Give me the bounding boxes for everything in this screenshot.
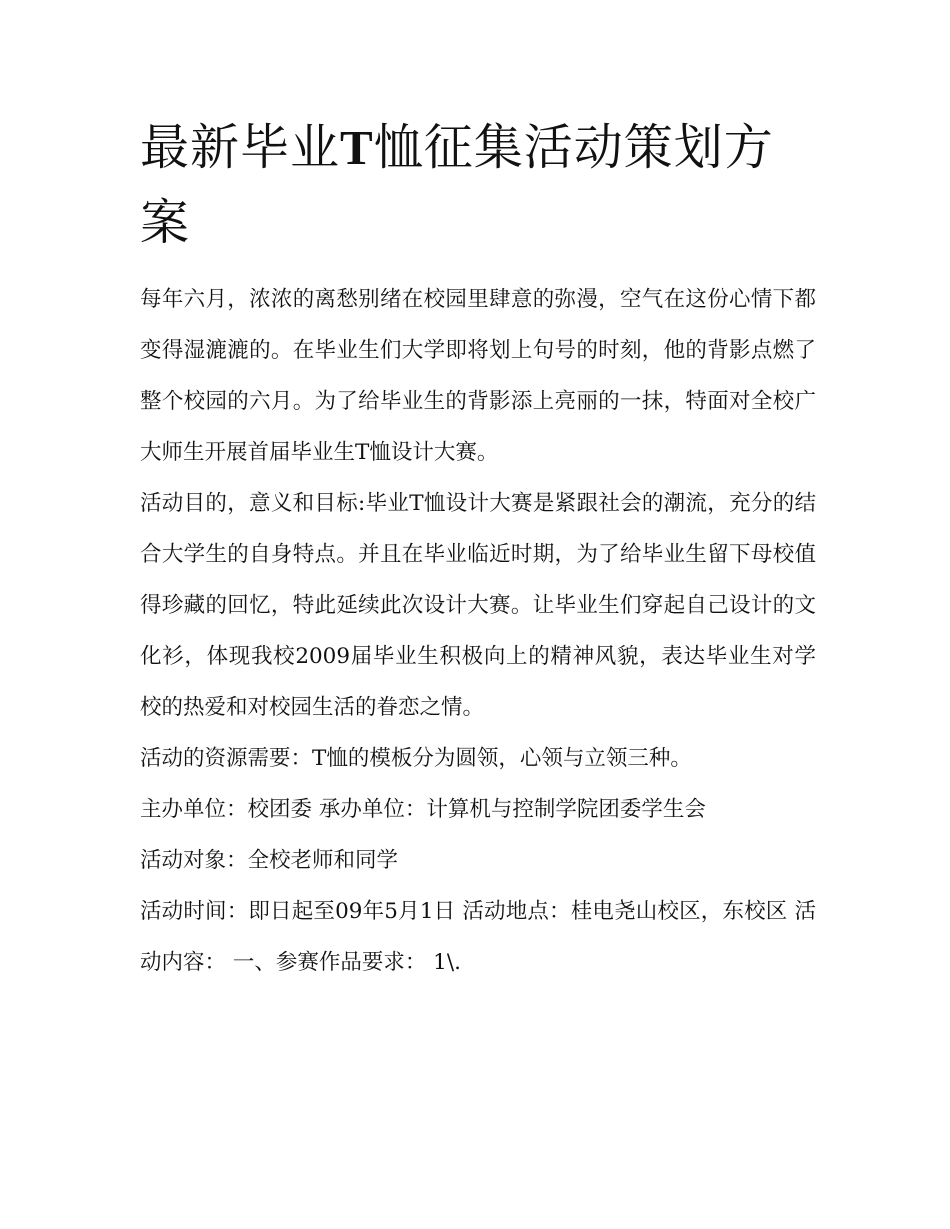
paragraph-audience: 活动对象：全校老师和同学 — [140, 848, 399, 873]
paragraph-time-location: 活动时间：即日起至09年5月1日 活动地点：桂电尧山校区，东校区 活动内容： 一、参赛作品要求： 1\. — [140, 899, 816, 975]
paragraph-organizers: 主办单位：校团委 承办单位：计算机与控制学院团委学生会 — [140, 797, 706, 822]
paragraph-purpose: 活动目的，意义和目标:毕业T恤设计大赛是紧跟社会的潮流，充分的结合大学生的自身特点。并且在毕业临近时期，为了给毕业生留下母校值得珍藏的回忆，特此延续此次设计大赛。让毕业生们穿起自己设计的文化衫，体现我校2009届毕业生积极向上的精神风貌，表达毕业生对学校的热爱和对校园生活的眷恋之情。 — [140, 491, 816, 720]
paragraph-resources: 活动的资源需要：T恤的模板分为圆领，心领与立领三种。 — [140, 746, 692, 771]
document-body — [140, 274, 816, 988]
title-part-1: 最新毕业 — [140, 119, 341, 176]
title-part-2: 恤征集活动策划方案 — [140, 119, 774, 251]
document-title — [140, 110, 820, 260]
paragraph-intro: 每年六月，浓浓的离愁别绪在校园里肆意的弥漫，空气在这份心情下都变得湿漉漉的。在毕业生们大学即将划上句号的时刻，他的背影点燃了整个校园的六月。为了给毕业生的背影添上亮丽的一抹，特面对全校广大师生开展首届毕业生T恤设计大赛。 — [140, 287, 816, 465]
title-t: T — [340, 120, 374, 175]
